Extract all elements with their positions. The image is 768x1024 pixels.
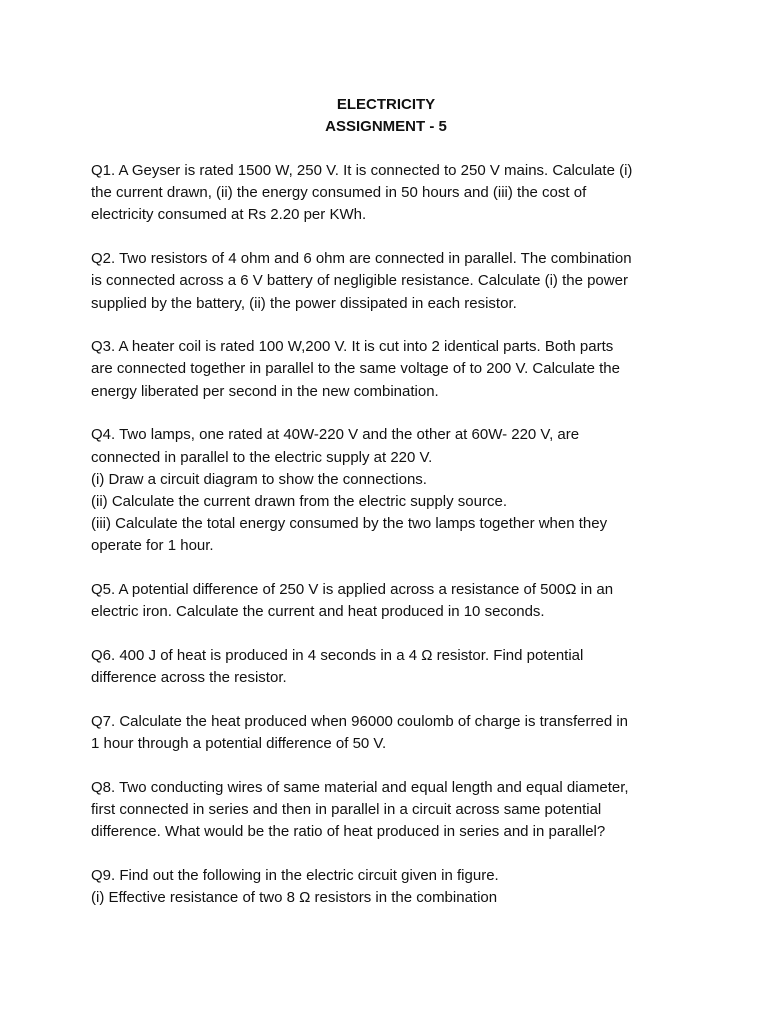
question-line: are connected together in parallel to the same voltage of to 200 V. Calculate the: [91, 360, 620, 378]
question-line: Q5. A potential difference of 250 V is applied across a resistance of 500Ω in an: [91, 581, 614, 599]
question-line: electric iron. Calculate the current and heat produced in 10 seconds.: [91, 603, 545, 621]
question-line: Q7. Calculate the heat produced when 96000 coulomb of charge is transferred in: [91, 712, 628, 730]
question-line: Q2. Two resistors of 4 ohm and 6 ohm are connected in parallel. The combination: [91, 250, 632, 268]
question-line: (ii) Calculate the current drawn from the electric supply source.: [91, 492, 508, 510]
question-line: energy liberated per second in the new combination.: [91, 382, 439, 400]
question-2: [91, 248, 691, 315]
question-line: difference. What would be the ratio of heat produced in series and in parallel?: [91, 823, 606, 841]
question-1: [91, 160, 691, 227]
question-4: [91, 424, 691, 557]
question-3: [91, 336, 691, 403]
question-line: Q3. A heater coil is rated 100 W,200 V. It is cut into 2 identical parts. Both parts: [91, 338, 614, 356]
question-line: Q1. A Geyser is rated 1500 W, 250 V. It is connected to 250 V mains. Calculate (i): [91, 162, 633, 179]
question-line: electricity consumed at Rs 2.20 per KWh.: [91, 206, 367, 224]
question-9: [91, 865, 691, 909]
question-8: [91, 777, 691, 844]
question-line: difference across the resistor.: [91, 669, 287, 687]
question-line: Q4. Two lamps, one rated at 40W-220 V and the other at 60W- 220 V, are: [91, 426, 580, 444]
question-line: (i) Effective resistance of two 8 Ω resistors in the combination: [91, 889, 498, 907]
question-5: [91, 579, 691, 623]
document-subtitle: ASSIGNMENT - 5: [325, 118, 447, 135]
question-line: (i) Draw a circuit diagram to show the connections.: [91, 470, 427, 488]
question-line: is connected across a 6 V battery of negligible resistance. Calculate (i) the power: [91, 272, 628, 290]
question-line: first connected in series and then in parallel in a circuit across same potential: [91, 800, 602, 818]
question-line: operate for 1 hour.: [91, 537, 214, 555]
question-6: [91, 645, 691, 689]
question-line: (iii) Calculate the total energy consumed by the two lamps together when they: [91, 515, 608, 533]
question-list: [91, 160, 691, 931]
document-title: ELECTRICITY: [336, 96, 436, 113]
question-line: connected in parallel to the electric supply at 220 V.: [91, 448, 433, 466]
question-line: Q9. Find out the following in the electric circuit given in figure.: [91, 866, 499, 884]
question-7: [91, 711, 691, 755]
question-line: Q8. Two conducting wires of same material and equal length and equal diameter,: [91, 778, 629, 796]
question-line: Q6. 400 J of heat is produced in 4 seconds in a 4 Ω resistor. Find potential: [91, 646, 584, 664]
question-line: supplied by the battery, (ii) the power dissipated in each resistor.: [91, 294, 517, 312]
question-line: 1 hour through a potential difference of 50 V.: [91, 735, 387, 753]
question-line: the current drawn, (ii) the energy consumed in 50 hours and (iii) the cost of: [91, 184, 587, 202]
